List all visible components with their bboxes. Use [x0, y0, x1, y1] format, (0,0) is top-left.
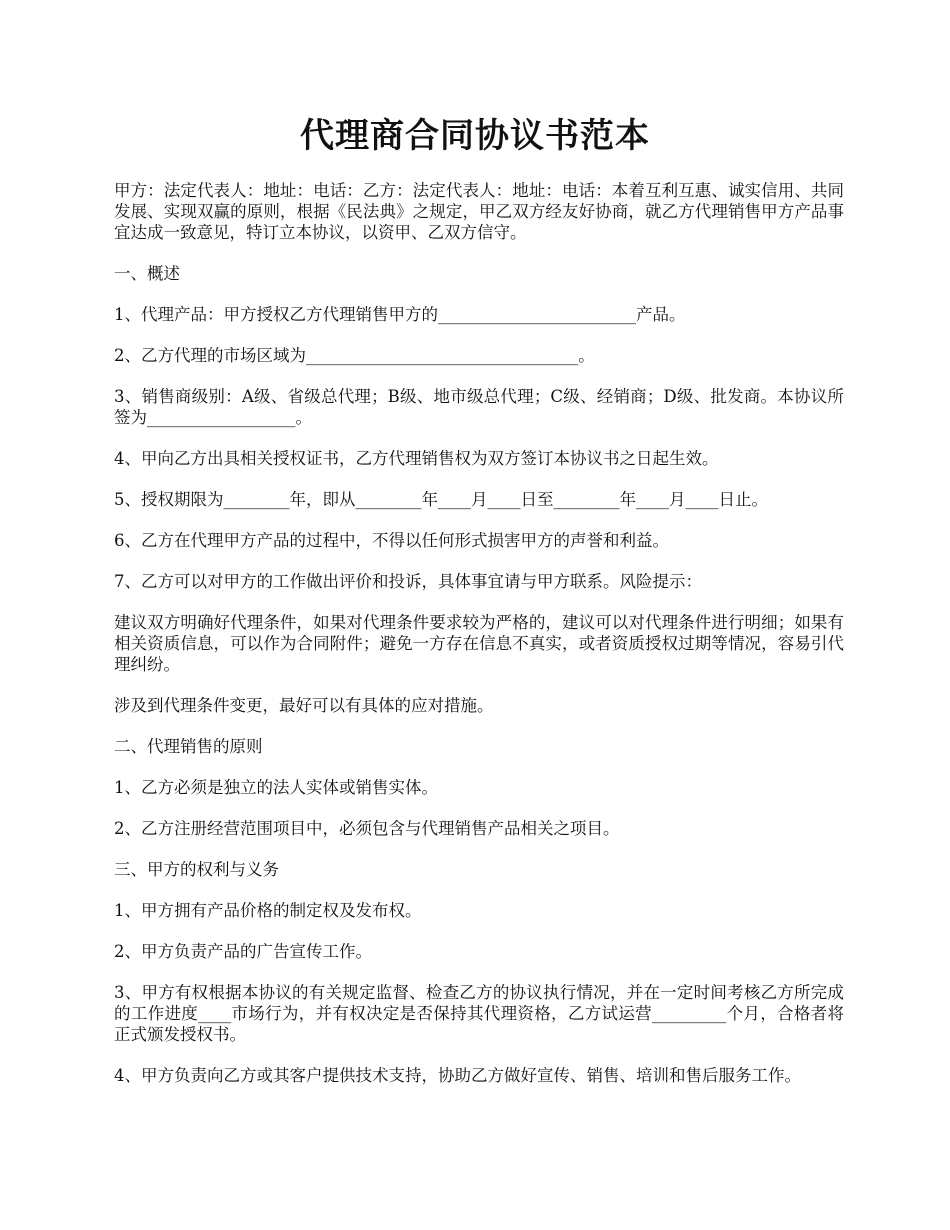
clause-paragraph: 6、乙方在代理甲方产品的过程中，不得以任何形式损害甲方的声誉和利益。 — [114, 531, 669, 550]
section-heading-party-a-rights: 三、甲方的权利与义务 — [114, 860, 279, 879]
clause-paragraph: 7、乙方可以对甲方的工作做出评价和投诉，具体事宜请与甲方联系。风险提示： — [114, 572, 702, 591]
clause-paragraph: 5、授权期限为________年，即从________年____月____日至________年____月____日止。 — [114, 490, 768, 509]
clause-paragraph: 4、甲向乙方出具相关授权证书，乙方代理销售权为双方签订本协议书之日起生效。 — [114, 449, 719, 468]
clause-paragraph: 1、代理产品：甲方授权乙方代理销售甲方的________________________产品。 — [114, 305, 686, 324]
document-body — [114, 180, 844, 1106]
clause-paragraph: 2、乙方注册经营范围项目中，必须包含与代理销售产品相关之项目。 — [114, 819, 620, 838]
risk-note-paragraph: 建议双方明确好代理条件，如果对代理条件要求较为严格的，建议可以对代理条件进行明细；如果有相关资质信息，可以作为合同附件；避免一方存在信息不真实，或者资质授权过期等情况，容易引代理纠纷。 — [114, 613, 844, 674]
section-heading-overview: 一、概述 — [114, 264, 180, 283]
risk-note-paragraph: 涉及到代理条件变更，最好可以有具体的应对措施。 — [114, 696, 494, 715]
clause-paragraph: 1、乙方必须是独立的法人实体或销售实体。 — [114, 778, 438, 797]
clause-paragraph: 3、销售商级别：A级、省级总代理；B级、地市级总代理；C级、经销商；D级、批发商。本协议所签为__________________。 — [114, 387, 844, 427]
preamble-paragraph: 甲方：法定代表人：地址：电话：乙方：法定代表人：地址：电话：本着互利互惠、诚实信用、共同发展、实现双赢的原则，根据《民法典》之规定，甲乙双方经友好协商，就乙方代理销售甲方产品事宜达成一致意见，特订立本协议，以资甲、乙双方信守。 — [114, 181, 844, 242]
document-title: 代理商合同协议书范本 — [300, 116, 650, 156]
clause-paragraph: 3、甲方有权根据本协议的有关规定监督、检查乙方的协议执行情况，并在一定时间考核乙方所完成的工作进度____市场行为，并有权决定是否保持其代理资格，乙方试运营_________个月，合格者将正式颁发授权书。 — [114, 983, 844, 1044]
clause-paragraph: 2、甲方负责产品的广告宣传工作。 — [114, 942, 372, 961]
section-heading-principles: 二、代理销售的原则 — [114, 737, 263, 756]
clause-paragraph: 2、乙方代理的市场区域为_________________________________。 — [114, 346, 595, 365]
clause-paragraph: 4、甲方负责向乙方或其客户提供技术支持，协助乙方做好宣传、销售、培训和售后服务工作。 — [114, 1066, 801, 1085]
clause-paragraph: 1、甲方拥有产品价格的制定权及发布权。 — [114, 901, 422, 920]
